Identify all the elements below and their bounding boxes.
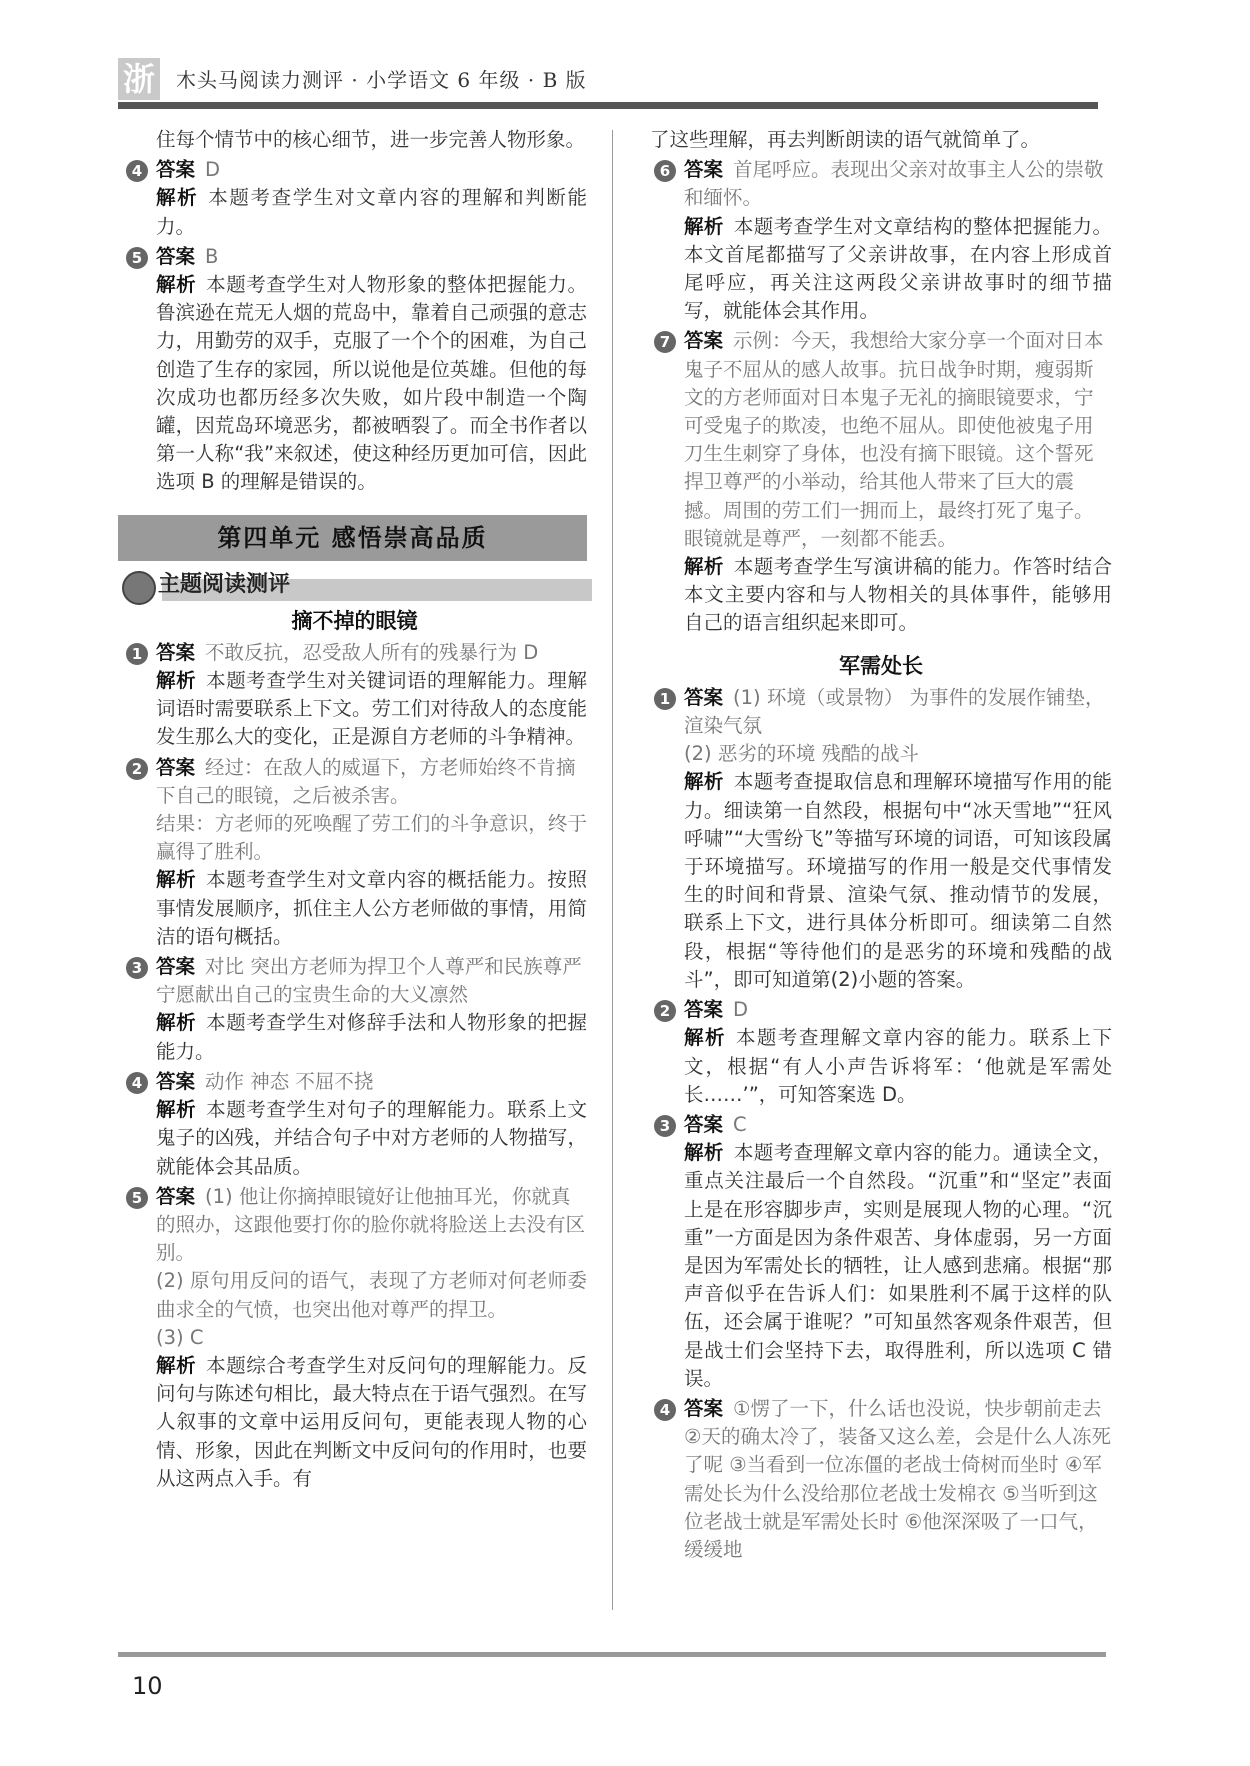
answer-item [122,754,587,951]
answer-label: 答案 [684,685,724,709]
item-number: 4 [126,1072,148,1094]
story-title: 摘不掉的眼镜 [291,608,418,633]
answer-label: 答案 [684,998,724,1022]
analysis-label: 解析 [156,1098,197,1122]
answer-text: B [205,244,219,268]
analysis-text: 本题考查理解文章内容的能力。联系上下文，根据“有人小声告诉将军：‘他就是军需处长……’”，可知答案选 D。 [684,1026,1112,1106]
answer-label: 答案 [156,755,196,779]
analysis-label: 解析 [684,1141,724,1165]
left-column [122,126,587,1493]
answer-text: 对比 突出方老师为捍卫个人尊严和民族尊严宁愿献出自己的宝贵生命的大义凛然 [156,955,582,1007]
item-number: 5 [126,247,148,269]
story-title: 军需处长 [839,653,923,678]
answer-label: 答案 [156,158,196,182]
reader-avatar-icon [122,571,156,605]
analysis-label: 解析 [684,770,724,794]
analysis-text: 本题考查学生对关键词语的理解能力。理解词语时需要联系上下文。劳工们对待敌人的态度能发生那么大的变化，正是源自方老师的斗争精神。 [156,669,587,749]
answer-item [650,684,1112,994]
answer-item [650,1395,1112,1564]
answer-label: 答案 [684,329,724,353]
answer-label: 答案 [156,244,196,268]
intro-text: 住每个情节中的核心细节，进一步完善人物形象。 [156,128,586,151]
analysis-text: 本题考查学生对人物形象的整体把握能力。鲁滨逊在荒无人烟的荒岛中，靠着自己顽强的意志力，用勤劳的双手，克服了一个个的困难，为自己创造了生存的家园，所以说他是位英雄。但他的每次成功也都历经多次失败，如片段中制造一个陶罐，因荒岛环境恶劣，都被晒裂了。而全书作者以第一人称“我”来叙述，使这种经历更加可信，因此选项 B 的理解是错误的。 [156,273,587,494]
answer-extra: (2) 恶劣的环境 残酷的战斗 [684,742,920,766]
item-number: 5 [126,1187,148,1209]
analysis-text: 本题考查学生对文章内容的概括能力。按照事情发展顺序，抓住主人公方老师做的事情，用简洁的语句概括。 [156,868,587,948]
item-number: 3 [654,1115,676,1137]
answer-text: (1) 环境（或景物） 为事件的发展作铺垫，渲染气氛 [684,685,1105,738]
item-number: 2 [654,1000,676,1022]
item-number: 7 [654,331,676,353]
item-number: 1 [654,688,676,710]
analysis-text: 本题考查提取信息和理解环境描写作用的能力。细读第一自然段，根据句中“冰天雪地”“狂风呼啸”“大雪纷飞”等描写环境的词语，可知该段属于环境描写。环境描写的作用一般是交代事情发生的时间和背景、渲染气氛、推动情节的发展，联系上下文，进行具体分析即可。细读第二自然段，根据“等待他们的是恶劣的环境和残酷的战斗”，即可知道第(2)小题的答案。 [684,770,1112,991]
analysis-label: 解析 [156,186,199,210]
answer-label: 答案 [156,1184,196,1208]
analysis-text: 本题综合考查学生对反问句的理解能力。反问句与陈述句相比，最大特点在于语气强烈。在写人叙事的文章中运用反问句，更能表现人物的心情、形象，因此在判断文中反问句的作用时，也要从这两点入手。有 [156,1353,587,1490]
book-title: 木头马阅读力测评 · 小学语文 6 年级 · B 版 [176,68,587,92]
analysis-text: 本题考查学生对文章结构的整体把握能力。本文首尾都描写了父亲讲故事，在内容上形成首尾呼应，再关注这两段父亲讲故事时的细节描写，就能体会其作用。 [684,214,1112,323]
answer-label: 答案 [156,1069,196,1093]
analysis-label: 解析 [156,1353,197,1377]
answer-text: (1) 他让你摘掉眼镜好让他抽耳光，你就真的照办，这跟他要打你的脸你就将脸送上去没有区别。 [156,1184,586,1265]
answer-text: C [733,1112,747,1136]
answer-item [122,1068,587,1181]
answer-text: 示例：今天，我想给大家分享一个面对日本鬼子不屈从的感人故事。抗日战争时期，瘦弱斯文的方老师面对日本鬼子无礼的摘眼镜要求，宁可受鬼子的欺凌，也绝不屈从。即使他被鬼子用刀生生刺穿了身体，也没有摘下眼镜。这个誓死捍卫尊严的小举动，给其他人带来了巨大的震撼。周围的劳工们一拥而上，最终打死了鬼子。眼镜就是尊严，一刻都不能丢。 [684,329,1104,550]
item-number: 2 [126,758,148,780]
answer-item [122,1183,587,1493]
answer-extra: (2) 原句用反问的语气，表现了方老师对何老师委曲求全的气愤，也突出他对尊严的捍卫。 [156,1269,587,1321]
answer-text: ①愣了一下，什么话也没说，快步朝前走去 ②天的确太冷了，装备又这么差，会是什么人冻死了呢 ③当看到一位冻僵的老战士倚树而坐时 ④军需处长为什么没给那位老战士发棉衣 ⑤当听到这位老战士就是军需处长时 ⑥他深深吸了一口气，缓缓地 [684,1396,1111,1561]
section-title: 主题阅读测评 [158,571,291,597]
answer-label: 答案 [684,1396,724,1420]
analysis-text: 本题考查学生对文章内容的理解和判断能力。 [156,186,587,238]
answer-label: 答案 [156,640,196,664]
analysis-label: 解析 [684,555,724,579]
item-number: 4 [654,1399,676,1421]
answer-extra: (3) C [156,1325,204,1349]
answer-item [650,1111,1112,1393]
header-rule [118,102,1098,109]
analysis-text: 本题考查学生写演讲稿的能力。作答时结合本文主要内容和与人物相关的具体事件，能够用自己的语言组织起来即可。 [684,555,1112,635]
answer-item [650,996,1112,1109]
column-divider [612,130,613,1610]
answer-text: D [205,158,221,182]
answer-label: 答案 [156,955,196,979]
item-number: 1 [126,643,148,665]
answer-item [122,953,587,1066]
answer-item-5 [122,243,587,497]
analysis-label: 解析 [156,868,197,892]
intro-text: 了这些理解，再去判断朗读的语气就简单了。 [650,128,1041,151]
answer-text: 不敢反抗，忍受敌人所有的残暴行为 D [205,640,539,664]
analysis-label: 解析 [156,1011,197,1035]
answer-text: 动作 神态 不屈不挠 [205,1069,374,1093]
analysis-label: 解析 [156,273,197,297]
answer-label: 答案 [684,1112,724,1136]
item-number: 6 [654,160,676,182]
unit-title: 第四单元 感悟崇高品质 [118,515,587,561]
item-number: 4 [126,160,148,182]
analysis-text: 本题考查理解文章内容的能力。通读全文，重点关注最后一个自然段。“沉重”和“坚定”表面上是在形容脚步声，实则是展现人物的心理。“沉重”一方面是因为条件艰苦、身体虚弱，另一方面是因为军需处长的牺牲，让人感到悲痛。根据“那声音似乎在告诉人们：如果胜利不属于这样的队伍，还会属于谁呢？”可知虽然客观条件艰苦，但是战士们会坚持下去，取得胜利，所以选项 C 错误。 [684,1141,1112,1390]
analysis-label: 解析 [684,214,724,238]
analysis-text: 本题考查学生对句子的理解能力。联系上文鬼子的凶残，并结合句子中对方老师的人物描写，就能体会其品质。 [156,1098,587,1178]
answer-item-4 [122,156,587,241]
answer-text: 首尾呼应。表现出父亲对故事主人公的崇敬和缅怀。 [684,158,1104,210]
province-logo: 浙 [118,58,160,100]
answer-item-6 [650,156,1112,325]
answer-label: 答案 [684,158,724,182]
analysis-label: 解析 [156,669,197,693]
page-number: 10 [132,1672,163,1700]
section-header [122,569,587,603]
analysis-text: 本题考查学生对修辞手法和人物形象的把握能力。 [156,1011,587,1063]
page-header [118,58,1098,102]
answer-item [122,639,587,752]
item-number: 3 [126,957,148,979]
answer-extra: 结果：方老师的死唤醒了劳工们的斗争意识，终于赢得了胜利。 [156,812,587,864]
answer-text: D [733,998,749,1022]
answer-text: 经过：在敌人的威逼下，方老师始终不肯摘下自己的眼镜，之后被杀害。 [156,755,576,807]
analysis-label: 解析 [684,1026,726,1050]
right-column [650,126,1112,1564]
footer-rule [118,1652,1106,1657]
answer-item-7 [650,327,1112,637]
